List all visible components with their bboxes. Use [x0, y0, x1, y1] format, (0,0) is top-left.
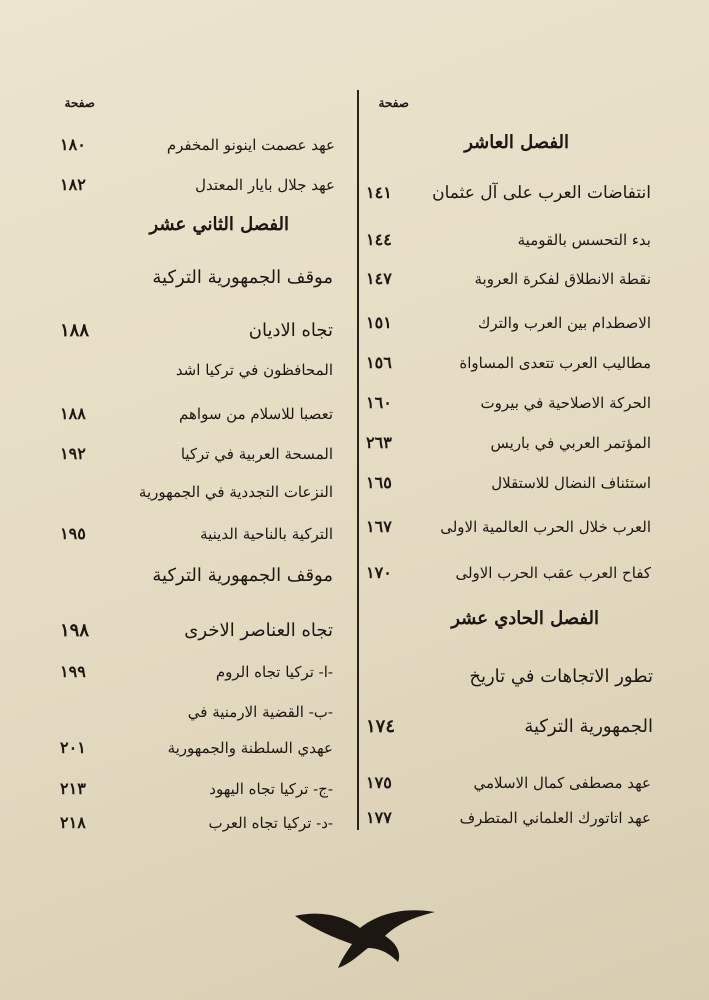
entry-page: ١٤١ [366, 183, 392, 202]
chapter-title: الفصل الثاني عشر [149, 214, 289, 235]
toc-entry [60, 524, 333, 543]
entry-page: ٢٦٣ [366, 433, 392, 452]
chapter-title: الفصل الحادي عشر [451, 608, 599, 629]
entry-page: ١٩٢ [60, 444, 86, 463]
toc-entry [366, 517, 651, 536]
toc-entry [366, 433, 651, 452]
entry-text: استئناف النضال للاستقلال [491, 474, 651, 492]
swallow-ornament-icon [290, 902, 440, 972]
entry-page: ١٦٥ [366, 473, 392, 492]
section-heading-row [60, 320, 333, 341]
entry-text: عهد مصطفى كمال الاسلامي [473, 774, 651, 792]
entry-text: نقطة الانطلاق لفكرة العروبة [474, 270, 651, 288]
page-label: صفحة [378, 96, 409, 110]
entry-text: عهد جلال بايار المعتدل [195, 176, 335, 194]
entry-text: النزعات التجددية في الجمهورية [138, 483, 333, 501]
entry-page: ١٧٤ [366, 716, 396, 737]
entry-text: بدء التحسس بالقومية [517, 231, 651, 249]
page-label: صفحة [64, 96, 95, 110]
entry-text: التركية بالناحية الدينية [200, 525, 333, 543]
toc-entry [60, 404, 333, 423]
entry-text: -د- تركيا تجاه العرب [208, 814, 333, 832]
entry-text: عهد اتاتورك العلماني المتطرف [459, 809, 651, 827]
toc-entry [60, 135, 335, 154]
toc-entry [366, 230, 651, 249]
entry-text: المحافظون في تركيا اشد [175, 361, 333, 379]
entry-page: ١٦٠ [366, 393, 392, 412]
entry-text: الاصطدام بين العرب والترك [477, 314, 651, 332]
toc-entry [60, 444, 333, 463]
toc-entry [60, 813, 333, 832]
entry-page: ١٧٧ [366, 808, 392, 827]
toc-entry [366, 563, 651, 582]
toc-entry [60, 779, 333, 798]
entry-page: ١٤٤ [366, 230, 392, 249]
toc-entry [366, 183, 651, 203]
toc-entry [366, 353, 651, 372]
section-heading-row [366, 716, 653, 737]
entry-text: العرب خلال الحرب العالمية الاولى [440, 518, 651, 536]
entry-text: -ب- القضية الارمنية في [187, 703, 333, 721]
entry-text: -ا- تركيا تجاه الروم [215, 663, 333, 681]
toc-entry [60, 738, 333, 757]
entry-page: ١٥٦ [366, 353, 392, 372]
entry-page: ١٩٩ [60, 662, 86, 681]
toc-entry [60, 662, 333, 681]
toc-entry [60, 703, 333, 721]
section-heading: الجمهورية التركية [524, 716, 653, 737]
entry-page: ٢١٣ [60, 779, 86, 798]
section-heading: تجاه العناصر الاخرى [184, 620, 333, 641]
entry-page: ١٩٨ [60, 620, 90, 641]
entry-text: عهدي السلطنة والجمهورية [167, 739, 333, 757]
entry-text: مطاليب العرب تتعدى المساواة [459, 354, 651, 372]
section-heading-row [60, 620, 333, 641]
entry-page: ١٨٨ [60, 320, 90, 341]
entry-page: ١٦٧ [366, 517, 392, 536]
chapter-title: الفصل العاشر [464, 132, 569, 153]
toc-entry [366, 473, 651, 492]
entry-page: ١٧٠ [366, 563, 392, 582]
section-heading: موقف الجمهورية التركية [152, 267, 333, 288]
entry-page: ١٩٥ [60, 524, 86, 543]
entry-page: ١٥١ [366, 313, 392, 332]
column-divider [357, 90, 359, 830]
entry-text: تعصبا للاسلام من سواهم [179, 405, 333, 423]
entry-text: عهد عصمت اينونو المخفرم [166, 136, 335, 154]
entry-text: انتفاضات العرب على آل عثمان [432, 183, 651, 203]
toc-entry [60, 483, 333, 501]
entry-page: ١٤٧ [366, 269, 392, 288]
entry-text: الحركة الاصلاحية في بيروت [480, 394, 651, 412]
entry-page: ١٨٠ [60, 135, 86, 154]
section-heading: تطور الاتجاهات في تاريخ [469, 666, 653, 687]
toc-entry [366, 313, 651, 332]
toc-entry [60, 175, 335, 194]
toc-entry [60, 361, 333, 379]
toc-entry [366, 393, 651, 412]
entry-text: المؤتمر العربي في باريس [490, 434, 651, 452]
entry-page: ١٧٥ [366, 773, 392, 792]
entry-text: كفاح العرب عقب الحرب الاولى [455, 564, 651, 582]
toc-entry [366, 808, 651, 827]
toc-entry [366, 269, 651, 288]
entry-page: ٢١٨ [60, 813, 86, 832]
entry-text: المسحة العربية في تركيا [180, 445, 333, 463]
section-heading: تجاه الاديان [248, 320, 333, 341]
entry-text: -ج- تركيا تجاه اليهود [209, 780, 333, 798]
entry-page: ١٨٢ [60, 175, 86, 194]
section-heading: موقف الجمهورية التركية [152, 565, 333, 586]
entry-page: ٢٠١ [60, 738, 86, 757]
toc-entry [366, 773, 651, 792]
entry-page: ١٨٨ [60, 404, 86, 423]
